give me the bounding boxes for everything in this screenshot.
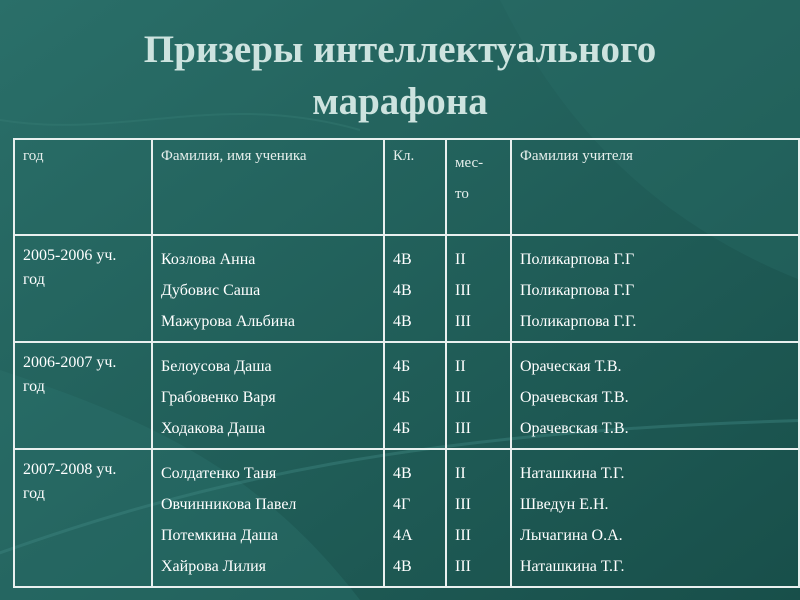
teacher-name: Наташкина Т.Г. <box>520 465 625 482</box>
class-value: 4А <box>393 527 413 544</box>
class-value: 4Б <box>393 358 411 375</box>
student-name: Мажурова Альбина <box>161 313 296 330</box>
place-value: III <box>455 313 471 330</box>
place-value: III <box>455 496 471 513</box>
student-name: Солдатенко Таня <box>161 465 277 482</box>
table-row <box>14 449 799 587</box>
place-cell <box>446 235 511 342</box>
place-value: III <box>455 282 471 299</box>
header-place-line-2: то <box>455 186 469 202</box>
year-line-2: год <box>23 378 45 395</box>
table-row <box>14 342 799 449</box>
place-value: III <box>455 558 471 575</box>
teacher-name: Наташкина Т.Г. <box>520 558 625 575</box>
student-name: Хайрова Лилия <box>161 558 266 575</box>
teacher-name: Орачевская Т.В. <box>520 420 629 437</box>
place-value: II <box>455 251 466 268</box>
page-title <box>0 24 800 128</box>
year-line-1: 2005-2006 уч. <box>23 247 117 264</box>
place-value: II <box>455 358 466 375</box>
teacher-name: Поликарпова Г.Г <box>520 251 635 268</box>
student-name: Ходакова Даша <box>161 420 266 437</box>
class-value: 4В <box>393 251 412 268</box>
class-value: 4В <box>393 313 412 330</box>
teacher-name: Шведун Е.Н. <box>520 496 609 513</box>
header-place-line-1: мес- <box>455 155 484 171</box>
class-cell <box>384 235 446 342</box>
student-name: Овчинникова Павел <box>161 496 297 513</box>
header-class: Кл. <box>384 139 446 235</box>
class-cell <box>384 449 446 587</box>
teacher-name: Орачевская Т.В. <box>520 389 629 406</box>
class-value: 4Б <box>393 420 411 437</box>
teacher-name: Лычагина О.А. <box>520 527 623 544</box>
class-value: 4В <box>393 558 412 575</box>
place-value: II <box>455 465 466 482</box>
table-header-row <box>14 139 799 235</box>
year-cell <box>14 342 152 449</box>
student-name: Грабовенко Варя <box>161 389 276 406</box>
year-line-1: 2006-2007 уч. <box>23 354 117 371</box>
teacher-name: Поликарпова Г.Г <box>520 282 635 299</box>
class-value: 4В <box>393 282 412 299</box>
year-line-2: год <box>23 271 45 288</box>
students-cell <box>152 235 384 342</box>
student-name: Дубовис Саша <box>161 282 261 299</box>
title-line-2: марафона <box>312 80 488 123</box>
students-cell <box>152 342 384 449</box>
class-value: 4В <box>393 465 412 482</box>
student-name: Козлова Анна <box>161 251 256 268</box>
class-value: 4Б <box>393 389 411 406</box>
title-line-1: Призеры интеллектуального <box>143 28 657 71</box>
class-cell <box>384 342 446 449</box>
year-line-1: 2007-2008 уч. <box>23 461 117 478</box>
place-cell <box>446 449 511 587</box>
place-value: III <box>455 527 471 544</box>
class-value: 4Г <box>393 496 411 513</box>
header-teacher: Фамилия учителя <box>511 139 799 235</box>
student-name: Белоусова Даша <box>161 358 272 375</box>
year-cell <box>14 449 152 587</box>
teacher-cell <box>511 449 799 587</box>
student-name: Потемкина Даша <box>161 527 278 544</box>
place-cell <box>446 342 511 449</box>
table-row <box>14 235 799 342</box>
header-place <box>446 139 511 235</box>
place-value: III <box>455 420 471 437</box>
place-value: III <box>455 389 471 406</box>
teacher-name: Поликарпова Г.Г. <box>520 313 637 330</box>
year-line-2: год <box>23 485 45 502</box>
teacher-cell <box>511 342 799 449</box>
header-year: год <box>14 139 152 235</box>
teacher-name: Ораческая Т.В. <box>520 358 622 375</box>
header-student: Фамилия, имя ученика <box>152 139 384 235</box>
prize-winners-table <box>13 138 800 588</box>
students-cell <box>152 449 384 587</box>
teacher-cell <box>511 235 799 342</box>
year-cell <box>14 235 152 342</box>
